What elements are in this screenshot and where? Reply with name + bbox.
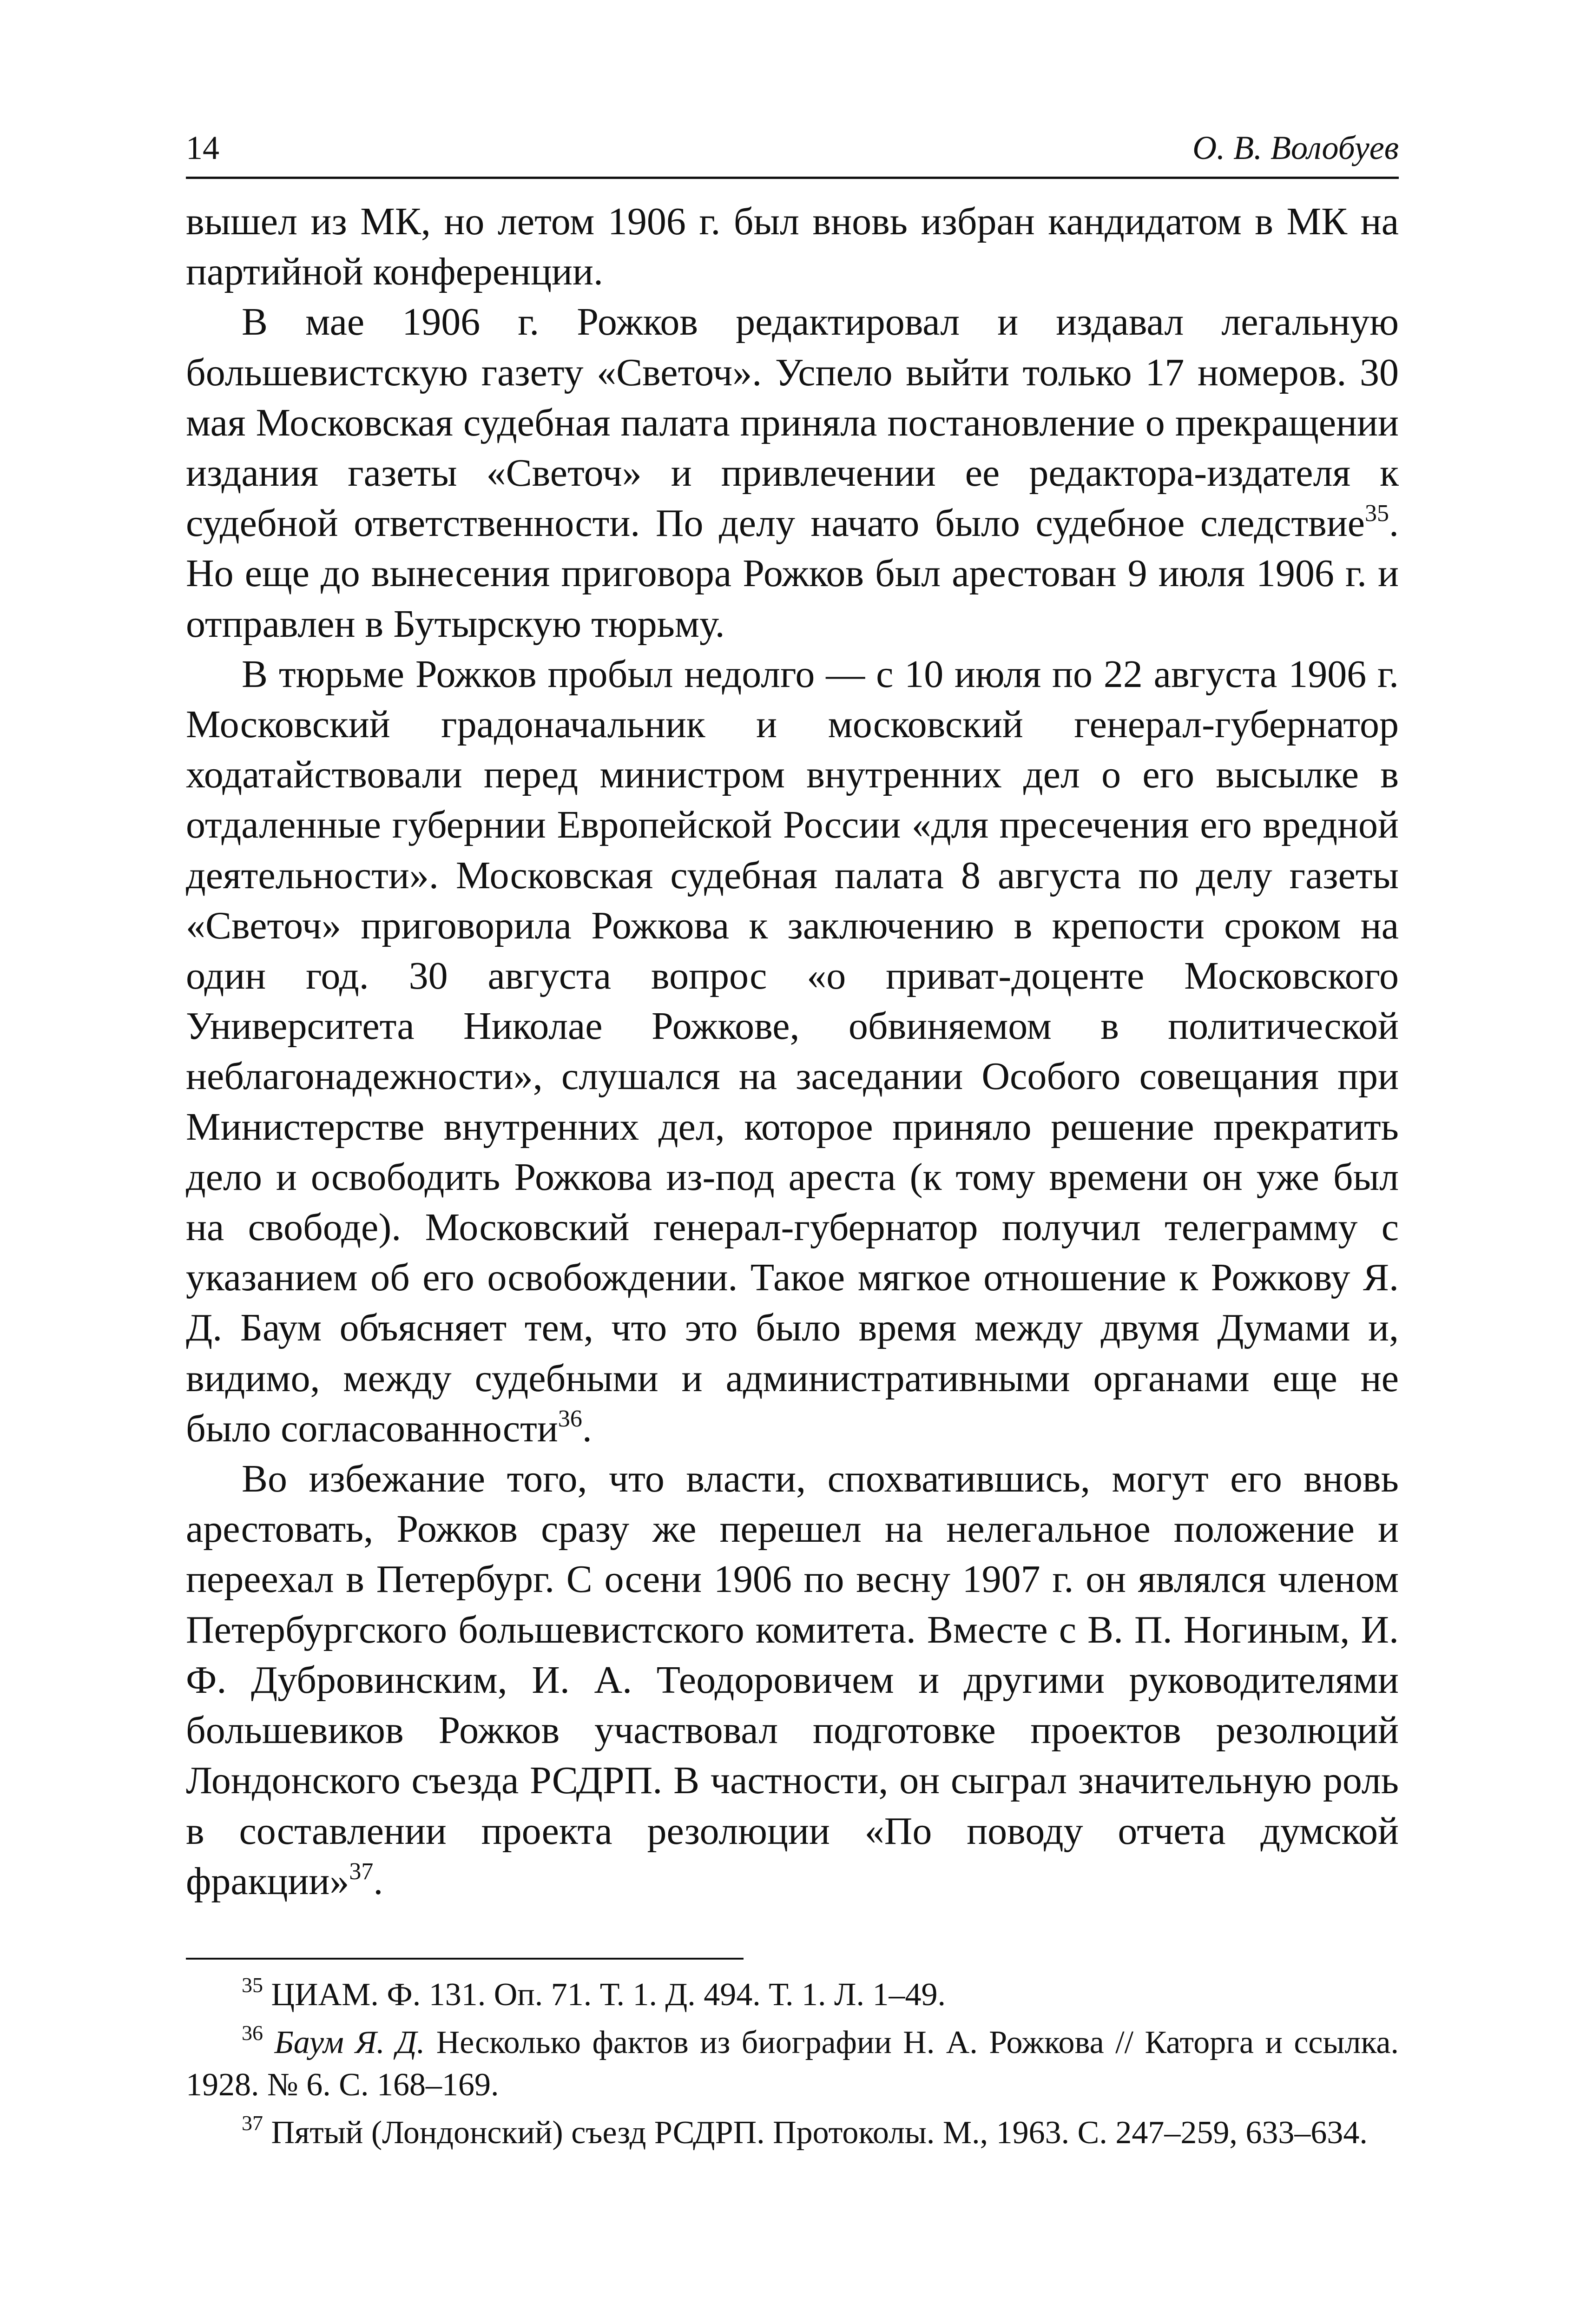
footnote-number: 37 bbox=[242, 2111, 263, 2135]
running-header bbox=[186, 125, 1399, 179]
footnote-ref-37[interactable]: 37 bbox=[349, 1858, 374, 1885]
footnote-ref-36[interactable]: 36 bbox=[558, 1405, 582, 1432]
paragraph-2 bbox=[186, 297, 1399, 649]
footnote-37 bbox=[186, 2112, 1399, 2154]
paragraph-3 bbox=[186, 649, 1399, 1454]
paragraph-4 bbox=[186, 1454, 1399, 1907]
paragraph-text: . bbox=[582, 1406, 592, 1450]
footnote-text: Несколько фактов из биографии Н. А. Рожкова // Каторга и ссылка. 1928. № 6. С. 168–169. bbox=[186, 2024, 1399, 2103]
paragraph-text: . bbox=[373, 1859, 383, 1903]
paragraph-text: Во избежание того, что власти, спохватившись, могут его вновь арестовать, Рожков сразу же перешел на нелегальное положение и переехал в Петербург. С осени 1906 по весну 1907 г. он являлся членом Петербургского большевистского комитета. Вместе с В. П. Ногиным, И. Ф. Дубровинским, И. А. Теодоровичем и другими руководителями большевиков Рожков участвовал подготовке проектов резолюций Лондонского съезда РСДРП. В частности, он сыграл значительную роль в составлении проекта резолюции «По поводу отчета думской фракции» bbox=[186, 1457, 1399, 1903]
footnote-text: Пятый (Лондонский) съезд РСДРП. Протоколы. М., 1963. С. 247–259, 633–634. bbox=[271, 2114, 1368, 2151]
footnote-text: ЦИАМ. Ф. 131. Оп. 71. Т. 1. Д. 494. Т. 1. Л. 1–49. bbox=[271, 1976, 946, 2013]
footnote-number: 36 bbox=[242, 2020, 263, 2045]
footnote-number: 35 bbox=[242, 1973, 263, 1997]
footnote-35 bbox=[186, 1974, 1399, 2016]
paragraph-text: В тюрьме Рожков пробыл недолго — с 10 июля по 22 августа 1906 г. Московский градоначальник и московский генерал-губернатор ходатайствовали перед министром внутренних дел о его высылке в отдаленные губернии Европейской России «для пресечения его вредной деятельности». Московская судебная палата 8 августа по делу газеты «Светоч» приговорила Рожкова к заключению в крепости сроком на один год. 30 августа вопрос «о приват-доценте Московского Университета Николае Рожкове, обвиняемом в политической неблагонадежности», слушался на заседании Особого совещания при Министерстве внутренних дел, которое приняло решение прекратить дело и освободить Рожкова из-под ареста (к тому времени он уже был на свободе). Московский генерал-губернатор получил телеграмму с указанием об его освобождении. Такое мягкое отношение к Рожкову Я. Д. Баум объясняет тем, что это было время между двумя Думами и, видимо, между судебными и административными органами еще не было согласованности bbox=[186, 652, 1399, 1450]
book-page bbox=[186, 125, 1399, 2159]
footnote-36 bbox=[186, 2021, 1399, 2106]
footnote-divider bbox=[186, 1958, 744, 1960]
footnote-author: Баум Я. Д. bbox=[274, 2024, 425, 2060]
page-number: 14 bbox=[186, 129, 219, 166]
running-author: О. В. Волобуев bbox=[1192, 129, 1399, 166]
paragraph-text: В мае 1906 г. Рожков редактировал и издавал легальную большевистскую газету «Светоч». Успело выйти только 17 номеров. 30 мая Московская судебная палата приняла постановление о прекращении издания газеты «Светоч» и привлечении ее редактора-издателя к судебной ответственности. По делу начато было судебное следствие bbox=[186, 300, 1399, 545]
footnotes bbox=[186, 1974, 1399, 2154]
paragraph-text: . Но еще до вынесения приговора Рожков был арестован 9 июля 1906 г. и отправлен в Бутырскую тюрьму. bbox=[186, 502, 1399, 646]
paragraph-1 bbox=[186, 197, 1399, 297]
footnote-ref-35[interactable]: 35 bbox=[1365, 500, 1389, 527]
main-text bbox=[186, 197, 1399, 1907]
paragraph-text: вышел из МК, но летом 1906 г. был вновь избран кандидатом в МК на партийной конференции. bbox=[186, 200, 1399, 294]
